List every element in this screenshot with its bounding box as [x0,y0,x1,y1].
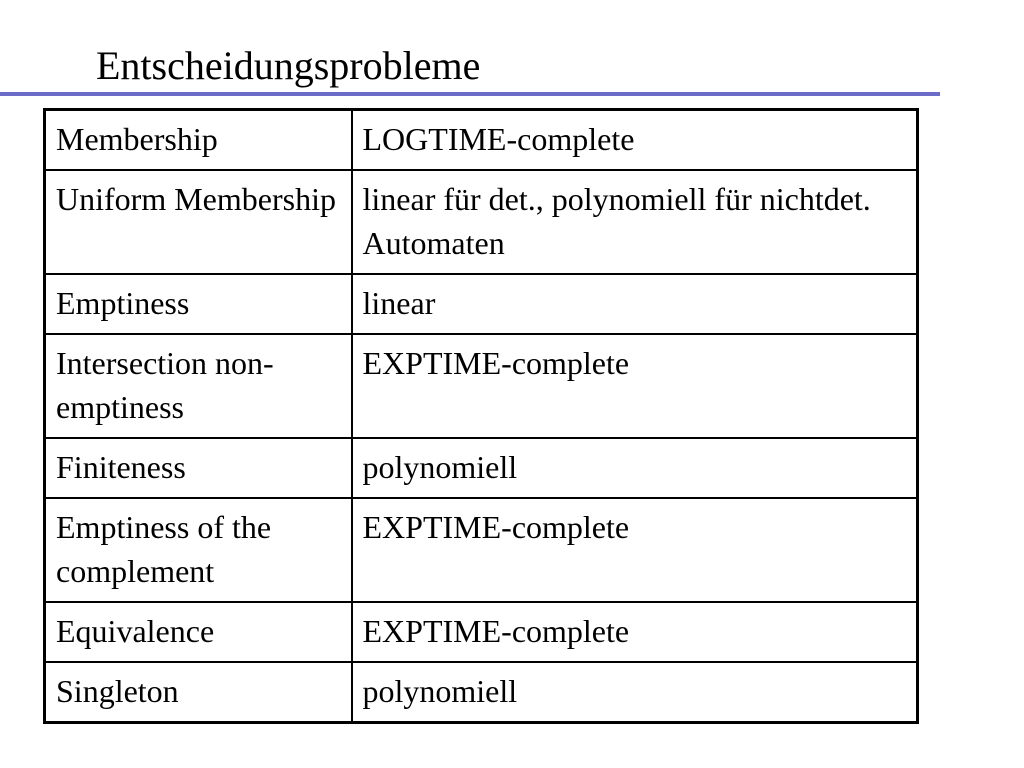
complexity-cell: EXPTIME-complete [352,498,918,602]
complexity-cell: EXPTIME-complete [352,334,918,438]
complexity-cell: linear [352,274,918,334]
slide-title: Entscheidungsprobleme [96,43,481,88]
problem-cell: Equivalence [45,602,352,662]
title-divider [0,92,940,96]
problem-cell: Intersection non-emptiness [45,334,352,438]
complexity-cell: polynomiell [352,662,918,723]
problem-cell: Uniform Membership [45,170,352,274]
table-row [45,274,918,334]
complexity-cell: polynomiell [352,438,918,498]
complexity-cell: EXPTIME-complete [352,602,918,662]
problem-cell: Emptiness [45,274,352,334]
problem-cell: Emptiness of the complement [45,498,352,602]
table-row [45,334,918,438]
table-row [45,110,918,171]
table-row [45,602,918,662]
table-row [45,438,918,498]
table-row [45,170,918,274]
decision-problems-table [43,108,919,724]
complexity-cell: linear für det., polynomiell für nichtdet. Automaten [352,170,918,274]
complexity-cell: LOGTIME-complete [352,110,918,171]
problem-cell: Membership [45,110,352,171]
table-row [45,662,918,723]
problem-cell: Singleton [45,662,352,723]
problem-cell: Finiteness [45,438,352,498]
table-row [45,498,918,602]
